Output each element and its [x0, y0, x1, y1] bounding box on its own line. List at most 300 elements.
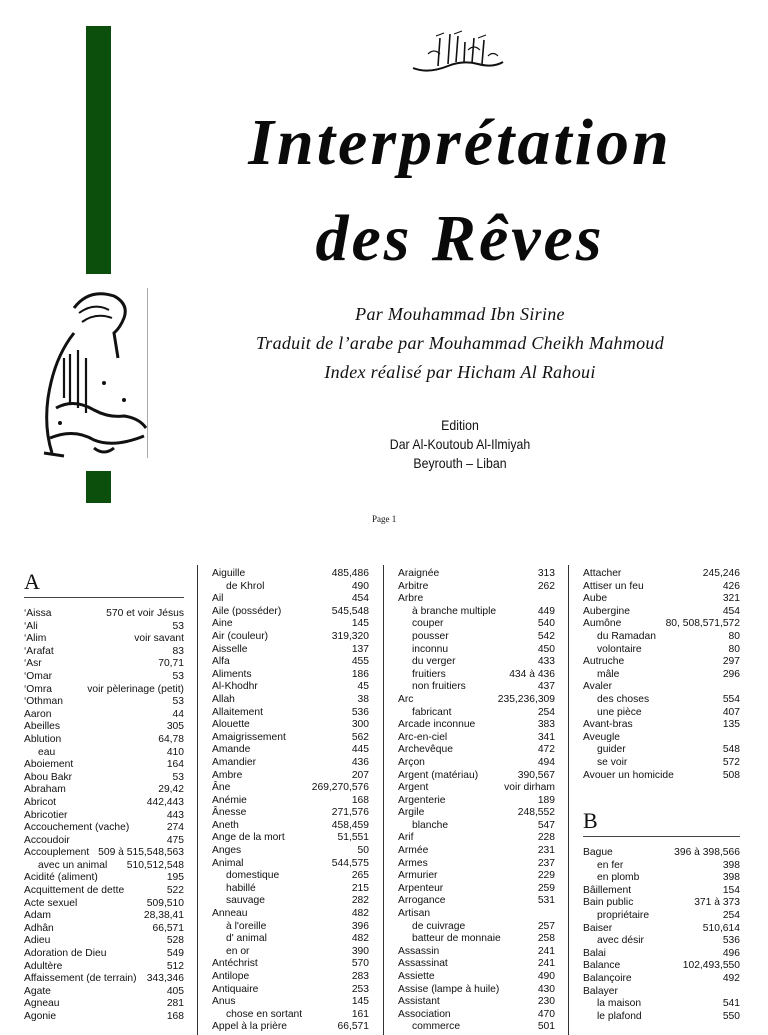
index-term: Balançoire: [583, 973, 632, 985]
title-line-1: Interprétation: [248, 106, 672, 179]
index-term: Artisan: [398, 908, 431, 920]
index-list: [398, 568, 555, 1034]
index-pages: 154: [722, 884, 740, 896]
index-term: des choses: [597, 693, 650, 705]
green-bar-top: [86, 26, 111, 274]
index-pages: 53: [172, 771, 184, 783]
index-entry: [24, 734, 184, 747]
index-pages: 545,548: [331, 605, 369, 617]
index-term: la maison: [597, 998, 642, 1010]
index-pages: 195: [166, 872, 184, 884]
index-pages: 313: [537, 568, 555, 579]
index-pages: 228: [537, 832, 555, 844]
index-entry: [212, 908, 369, 921]
index-entry: [24, 671, 184, 684]
index-term: Ail: [212, 593, 224, 605]
index-entry: [24, 898, 184, 911]
index-pages: 501: [537, 1021, 555, 1033]
index-entry: [24, 935, 184, 948]
index-pages: 554: [722, 693, 740, 705]
index-subentry: [398, 644, 555, 657]
index-term: Argent: [398, 782, 429, 794]
index-term: fruitiers: [412, 668, 446, 680]
index-term: fabricant: [412, 706, 452, 718]
index-entry: [24, 810, 184, 823]
index-entry: [398, 694, 555, 707]
index-term: Acquittement de dette: [24, 885, 125, 897]
index-pages: 283: [351, 971, 369, 982]
index-entry: [24, 1011, 184, 1024]
index-column-3: [383, 565, 555, 1035]
index-pages: 482: [351, 908, 369, 920]
index-term: guider: [597, 744, 626, 756]
index-pages: 472: [537, 744, 555, 756]
index-term: Âne: [212, 782, 231, 794]
index-pages: 282: [351, 895, 369, 907]
index-term: blanche: [412, 819, 449, 831]
index-pages: 510,614: [702, 922, 740, 934]
index-term: Arcade inconnue: [398, 719, 476, 731]
index-entry: [212, 568, 369, 581]
index-term: Bain public: [583, 897, 634, 909]
index-pages: 38: [357, 693, 369, 705]
index-term: Autruche: [583, 656, 625, 668]
index-term: en fer: [597, 859, 624, 871]
index-entry: [583, 960, 740, 973]
credits: [200, 300, 720, 387]
index-pages: 319,320: [331, 630, 369, 642]
index-term: ‘Arafat: [24, 645, 54, 657]
index-pages: 80: [728, 630, 740, 642]
index-pages: 410: [166, 746, 184, 758]
index-pages: 269,270,576: [311, 782, 369, 794]
index-entry: [398, 593, 555, 606]
index-pages: 383: [537, 719, 555, 731]
index-pages: 50: [357, 845, 369, 857]
index-pages: 547: [537, 819, 555, 831]
index-entry: [212, 644, 369, 657]
index-entry: [212, 694, 369, 707]
index-term: domestique: [226, 870, 280, 882]
index-term: Accouplement: [24, 847, 90, 859]
index-entry: [398, 883, 555, 896]
index-term: Aaron: [24, 708, 52, 720]
index-column-1: [24, 565, 184, 1035]
index-pages: 137: [351, 643, 369, 655]
index-entry: [398, 908, 555, 921]
index-term: avec un animal: [38, 859, 108, 871]
index-subentry: [583, 644, 740, 657]
index-pages: 343,346: [146, 973, 184, 985]
index-entry: [24, 784, 184, 797]
index-term: Arbitre: [398, 580, 429, 592]
index-pages: 396: [351, 920, 369, 932]
calligraphy-divider: [147, 288, 148, 458]
index-entry: [583, 973, 740, 986]
index-pages: 241: [537, 945, 555, 957]
index-term: Aneth: [212, 819, 239, 831]
index-subentry: [398, 820, 555, 833]
index-term: Antilope: [212, 971, 250, 982]
index-term: de Khrol: [226, 580, 265, 592]
index-term: Adultère: [24, 960, 63, 972]
index-subentry: [583, 860, 740, 873]
index-term: Aube: [583, 593, 608, 605]
publisher-location: Beyrouth – Liban: [413, 455, 507, 471]
page-number: Page 1: [372, 514, 397, 524]
index-entry: [24, 759, 184, 772]
index-pages: 536: [722, 935, 740, 947]
index-entry: [398, 581, 555, 594]
index-pages: 492: [722, 973, 740, 985]
index-term: Argenterie: [398, 794, 446, 806]
index-pages: 544,575: [331, 857, 369, 869]
index-term: Agate: [24, 985, 51, 997]
index-subentry: [398, 656, 555, 669]
index-subentry: [583, 757, 740, 770]
index-entry: [212, 1021, 369, 1034]
index-term: Bâillement: [583, 884, 632, 896]
index-term: Abraham: [24, 784, 66, 796]
index-pages: 548: [722, 744, 740, 756]
index-term: Arc: [398, 693, 414, 705]
index-entry: [212, 832, 369, 845]
index-term: Ambre: [212, 769, 243, 781]
index-entry: [583, 568, 740, 581]
index-subentry: [24, 747, 184, 760]
index-term: Araignée: [398, 568, 440, 579]
index-pages: 235,236,309: [497, 693, 555, 705]
index-pages: 398: [722, 859, 740, 871]
index-subentry: [212, 870, 369, 883]
index-subentry: [398, 618, 555, 631]
index-term: commerce: [412, 1021, 461, 1033]
index-term: Association: [398, 1008, 451, 1020]
index-pages: 485,486: [331, 568, 369, 579]
index-entry: [212, 782, 369, 795]
index-pages: 64,78: [158, 733, 184, 745]
index-term: Aliments: [212, 668, 252, 680]
index-pages: 66,571: [152, 922, 184, 934]
index-pages: 434 à 436: [509, 668, 555, 680]
index-entry: [212, 770, 369, 783]
index-entry: [398, 984, 555, 997]
author-line: Par Mouhammad Ibn Sirine: [355, 304, 565, 324]
index-term: Agonie: [24, 1011, 57, 1022]
index-pages: 145: [351, 996, 369, 1008]
index-entry: [24, 961, 184, 974]
index-term: Avouer un homicide: [583, 769, 674, 781]
index-entry: [212, 593, 369, 606]
index-pages: 454: [351, 593, 369, 605]
index-subentry: [212, 933, 369, 946]
index-pages: 494: [537, 756, 555, 768]
index-term: Aisselle: [212, 643, 248, 655]
index-pages: 407: [722, 706, 740, 718]
index-entry: [24, 847, 184, 860]
letter-rule: [24, 597, 184, 598]
index-pages: 207: [351, 769, 369, 781]
index-pages: voir dirham: [504, 782, 555, 794]
index-term: Assiette: [398, 971, 435, 982]
index-entry: [212, 744, 369, 757]
index-term: Arpenteur: [398, 882, 444, 894]
index-term: Avant-bras: [583, 719, 633, 731]
index-term: Attacher: [583, 568, 622, 579]
index-pages: 508: [722, 769, 740, 781]
index-entry: [398, 1009, 555, 1022]
index-entry: [398, 858, 555, 871]
index-entry: [24, 948, 184, 961]
edition-block: [231, 416, 689, 473]
index-pages: 29,42: [158, 784, 184, 796]
index-term: Aubergine: [583, 605, 630, 617]
index-pages: 262: [537, 580, 555, 592]
index-pages: 44: [172, 708, 184, 720]
index-term: Acte sexuel: [24, 897, 78, 909]
index-term: batteur de monnaie: [412, 933, 501, 945]
index-pages: 490: [537, 971, 555, 982]
index-subentry: [398, 669, 555, 682]
index-subentry: [212, 946, 369, 959]
index-pages: 528: [166, 935, 184, 947]
index-pages: 470: [537, 1008, 555, 1020]
index-term: Arbre: [398, 593, 424, 605]
index-term: à l'oreille: [226, 920, 267, 932]
index-pages: voir pèlerinage (petit): [87, 683, 184, 695]
index-term: Amaigrissement: [212, 731, 286, 743]
index-pages: 536: [351, 706, 369, 718]
index-term: Assistant: [398, 996, 440, 1008]
index-subentry: [398, 681, 555, 694]
index-subentry: [583, 935, 740, 948]
index-pages: 186: [351, 668, 369, 680]
index-pages: 53: [172, 696, 184, 708]
index-term: Adhân: [24, 922, 54, 934]
index-entry: [24, 885, 184, 898]
index-pages: 259: [537, 882, 555, 894]
index-pages: 257: [537, 920, 555, 932]
index-pages: 371 à 373: [694, 897, 740, 909]
index-pages: 248,552: [517, 807, 555, 819]
index-pages: 458,459: [331, 819, 369, 831]
index-list: [24, 608, 184, 1024]
index-entry: [398, 971, 555, 984]
index-pages: 398: [722, 872, 740, 884]
index-pages: 570 et voir Jésus: [106, 608, 184, 619]
index-entry: [583, 770, 740, 783]
index-entry: [24, 872, 184, 885]
index-entry: [583, 923, 740, 936]
index-pages: 254: [722, 910, 740, 922]
index-term: habillé: [226, 882, 256, 894]
index-entry: [24, 923, 184, 936]
index-pages: voir savant: [134, 633, 184, 645]
index-pages: 161: [351, 1008, 369, 1020]
index-entry: [583, 719, 740, 732]
index-entry: [212, 958, 369, 971]
letter-rule: [583, 836, 740, 837]
index-pages: 168: [351, 794, 369, 806]
index-pages: 436: [351, 756, 369, 768]
index-pages: 300: [351, 719, 369, 731]
index-entry: [24, 684, 184, 697]
index-pages: 433: [537, 656, 555, 668]
index-term: Aiguille: [212, 568, 246, 579]
index-term: Amandier: [212, 756, 257, 768]
index-pages: 51,551: [337, 832, 369, 844]
index-term: Argent (matériau): [398, 769, 479, 781]
index-term: le plafond: [597, 1010, 642, 1022]
index-pages: 390: [351, 945, 369, 957]
index-term: mâle: [597, 668, 620, 680]
index-subentry: [398, 1021, 555, 1034]
index-term: Anges: [212, 845, 242, 857]
index-term: Armurier: [398, 870, 438, 882]
index-pages: 341: [537, 731, 555, 743]
index-subentry: [583, 694, 740, 707]
index-term: Avaler: [583, 681, 613, 693]
index-list: [212, 568, 369, 1034]
index-pages: 442,443: [146, 796, 184, 808]
index-pages: 542: [537, 630, 555, 642]
index-entry: [398, 757, 555, 770]
index-term: Accouchement (vache): [24, 822, 130, 834]
index-pages: 522: [166, 885, 184, 897]
index-term: Balayer: [583, 985, 618, 997]
index-term: en plomb: [597, 872, 640, 884]
index-pages: 102,493,550: [682, 960, 740, 972]
index-subentry: [583, 872, 740, 885]
index-pages: 237: [537, 857, 555, 869]
index-term: ‘Othman: [24, 696, 63, 708]
index-pages: 265: [351, 870, 369, 882]
index-entry: [583, 681, 740, 694]
index-entry: [24, 696, 184, 709]
index-subentry: [398, 606, 555, 619]
index-term: Antéchrist: [212, 958, 258, 970]
index-entry: [583, 885, 740, 898]
index-term: pousser: [412, 630, 449, 642]
index-pages: 66,571: [337, 1021, 369, 1033]
shahada-calligraphy-icon: [34, 288, 149, 463]
index-pages: 229: [537, 870, 555, 882]
index-term: Antiquaire: [212, 983, 259, 995]
index-pages: 168: [166, 1011, 184, 1022]
index-entry: [24, 910, 184, 923]
index-term: chose en sortant: [226, 1008, 303, 1020]
index-term: Adieu: [24, 935, 51, 947]
index-term: Acidité (aliment): [24, 872, 98, 884]
index-pages: 245,246: [702, 568, 740, 579]
index-column-2: [197, 565, 369, 1035]
index-term: Accoudoir: [24, 834, 70, 846]
index-term: du verger: [412, 656, 456, 668]
index-entry: [24, 633, 184, 646]
index-entry: [24, 658, 184, 671]
index-term: Air (couleur): [212, 630, 269, 642]
index-subentry: [212, 883, 369, 896]
index-entry: [212, 681, 369, 694]
index-pages: 509,510: [146, 897, 184, 909]
index-entry: [24, 621, 184, 634]
index-term: Anémie: [212, 794, 247, 806]
edition-label: Edition: [441, 417, 479, 433]
index-term: eau: [38, 746, 56, 758]
index-term: Adoration de Dieu: [24, 948, 107, 960]
index-pages: 510,512,548: [126, 859, 184, 871]
index-term: inconnu: [412, 643, 449, 655]
index-term: Abricotier: [24, 809, 68, 821]
index-subentry: [398, 933, 555, 946]
letter-heading-a: A: [24, 569, 40, 594]
index-pages: 80, 508,571,572: [665, 618, 740, 630]
index-entry: [24, 822, 184, 835]
index-term: une pièce: [597, 706, 642, 718]
index-section: [0, 565, 768, 1033]
index-subentry: [398, 707, 555, 720]
index-column-4: [568, 565, 740, 1035]
index-pages: 437: [537, 681, 555, 693]
index-subentry: [398, 631, 555, 644]
index-term: Baiser: [583, 922, 613, 934]
index-term: de cuivrage: [412, 920, 466, 932]
index-term: ‘Omar: [24, 670, 53, 682]
index-term: Anneau: [212, 908, 248, 920]
index-subentry: [212, 581, 369, 594]
index-term: Armes: [398, 857, 428, 869]
letter-heading-b: B: [583, 808, 598, 834]
index-term: Armée: [398, 845, 429, 857]
index-term: Ânesse: [212, 807, 247, 819]
index-entry: [583, 847, 740, 860]
index-pages: 70,71: [158, 658, 184, 670]
index-entry: [398, 744, 555, 757]
index-term: Abou Bakr: [24, 771, 73, 783]
index-entry: [24, 646, 184, 659]
index-entry: [212, 719, 369, 732]
index-list: [583, 847, 740, 1023]
index-term: se voir: [597, 756, 628, 768]
index-entry: [24, 608, 184, 621]
index-pages: 145: [351, 618, 369, 630]
index-term: couper: [412, 618, 444, 630]
index-entry: [398, 782, 555, 795]
index-entry: [24, 998, 184, 1011]
index-entry: [24, 986, 184, 999]
index-pages: 53: [172, 620, 184, 632]
index-term: Assassin: [398, 945, 440, 957]
index-subentry: [24, 860, 184, 873]
index-pages: 45: [357, 681, 369, 693]
index-term: Bague: [583, 847, 613, 859]
index-pages: 28,38,41: [143, 910, 184, 922]
index-subentry: [583, 669, 740, 682]
index-entry: [212, 669, 369, 682]
index-term: Abricot: [24, 796, 57, 808]
index-entry: [398, 770, 555, 783]
index-term: Adam: [24, 910, 51, 922]
index-subentry: [583, 744, 740, 757]
index-pages: 281: [166, 998, 184, 1010]
index-entry: [212, 606, 369, 619]
title-line-2: des Rêves: [315, 202, 605, 275]
index-pages: 80: [728, 643, 740, 655]
index-term: Aboiement: [24, 759, 74, 771]
index-pages: 390,567: [517, 769, 555, 781]
index-entry: [398, 732, 555, 745]
index-subentry: [212, 921, 369, 934]
